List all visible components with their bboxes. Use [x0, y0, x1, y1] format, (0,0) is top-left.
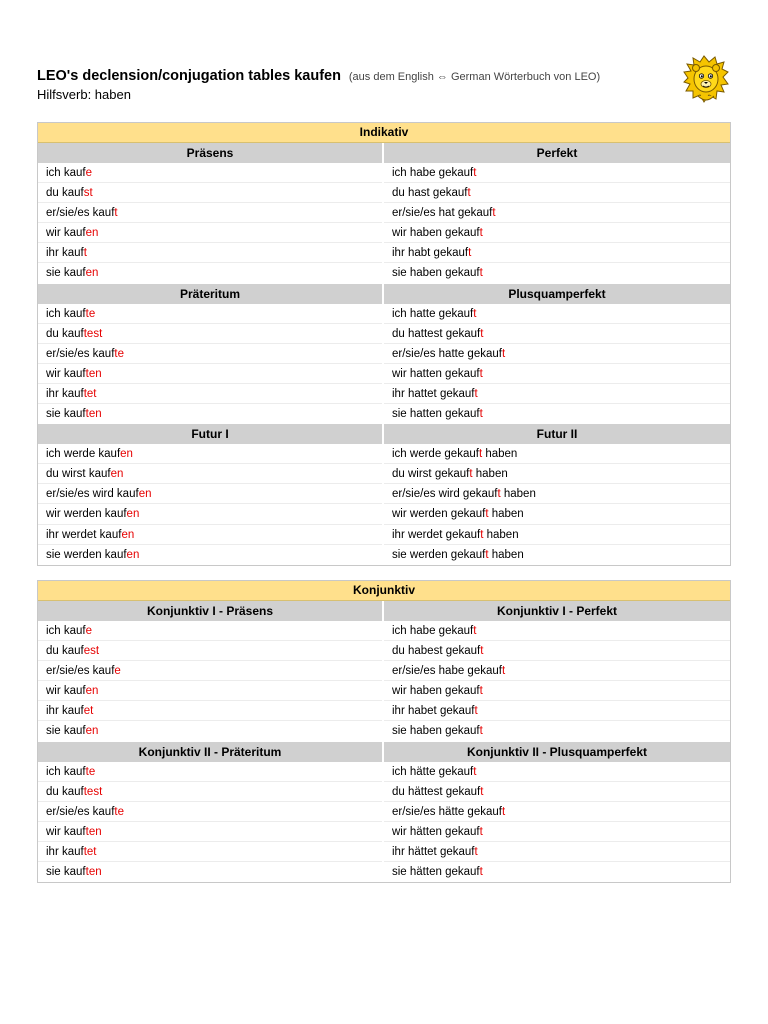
conjugation-row	[384, 822, 730, 842]
form-ending: te	[114, 347, 124, 360]
form-ending: t	[501, 805, 506, 818]
page-subtitle: (aus dem English ⇔ German Wörterbuch von LEO)	[348, 71, 601, 83]
form-stem: du habest gekauf	[392, 645, 481, 658]
conjugation-row	[384, 802, 730, 822]
form-stem: wir haben gekauf	[392, 685, 480, 698]
form-ending: t	[83, 247, 87, 260]
conjugation-row	[384, 344, 730, 364]
conjugation-row	[38, 183, 382, 203]
tense-heading: Konjunktiv I - Perfekt	[384, 601, 730, 621]
form-ending: e	[85, 625, 93, 637]
tense-column	[384, 284, 730, 425]
form-stem: wir hätten gekauf	[392, 825, 480, 838]
form-ending: t	[473, 765, 477, 778]
form-ending: t	[114, 207, 118, 220]
form-stem: sie hatten gekauf	[392, 408, 480, 421]
form-ending: t	[474, 845, 478, 858]
form-ending: ten	[85, 408, 102, 421]
form-stem: ich kauf	[46, 167, 86, 179]
form-stem: er/sie/es kauf	[46, 347, 115, 360]
form-stem: er/sie/es hätte gekauf	[392, 805, 502, 818]
form-stem: er/sie/es kauf	[46, 665, 115, 678]
tense-pair	[38, 424, 730, 565]
tense-column	[38, 284, 384, 425]
tense-column	[384, 424, 730, 565]
form-stem: wir werden kauf	[46, 508, 127, 521]
form-ending: t	[467, 187, 471, 200]
conjugation-row	[384, 384, 730, 404]
conjugation-row	[38, 721, 382, 741]
tense-heading: Futur I	[38, 424, 382, 444]
form-ending: en	[121, 528, 135, 541]
tense-pair	[38, 742, 730, 883]
form-stem: ihr kauf	[46, 387, 84, 400]
section-title: Indikativ	[38, 123, 730, 143]
form-ending: tet	[83, 845, 97, 858]
conjugation-row	[384, 243, 730, 263]
conjugation-row	[384, 762, 730, 782]
form-ending: t	[479, 685, 483, 698]
form-ending: t	[473, 625, 477, 637]
form-ending: te	[114, 805, 124, 818]
form-ending: t	[492, 207, 496, 220]
conjugation-row	[384, 525, 730, 545]
form-stem: ich habe gekauf	[392, 167, 474, 179]
form-stem: ich werde kauf	[46, 448, 121, 461]
form-ending: t	[479, 825, 483, 838]
form-ending: t	[480, 645, 484, 658]
tense-column	[38, 424, 384, 565]
conjugation-row	[384, 183, 730, 203]
form-ending: t	[501, 347, 506, 360]
conjugation-row	[38, 484, 382, 504]
conjugation-row	[38, 681, 382, 701]
form-stem: sie werden kauf	[46, 548, 127, 561]
form-stem: wir kauf	[46, 367, 86, 380]
form-stem: ich werde gekauf	[392, 448, 479, 461]
tense-heading: Perfekt	[384, 143, 730, 163]
form-ending: t	[485, 548, 489, 561]
conjugation-row	[38, 364, 382, 384]
form-ending: e	[85, 167, 93, 179]
conjugation-row	[38, 802, 382, 822]
form-ending: t	[479, 367, 483, 380]
conjugation-row	[38, 701, 382, 721]
form-stem: ich kauf	[46, 765, 86, 778]
form-stem: ihr werdet kauf	[46, 528, 122, 541]
form-stem: ich kauf	[46, 307, 86, 320]
form-ending: t	[473, 167, 477, 179]
form-stem: du wirst gekauf	[392, 468, 470, 481]
tense-column	[38, 601, 384, 742]
conjugation-row	[38, 464, 382, 484]
form-stem: wir kauf	[46, 227, 86, 240]
form-ending: tet	[83, 387, 97, 400]
page-title: LEO's declension/conjugation tables kaufen	[37, 68, 341, 84]
form-ending: st	[83, 187, 93, 200]
form-stem: sie kauf	[46, 267, 86, 280]
form-stem: du hast gekauf	[392, 187, 468, 200]
auxiliary-verb: Hilfsverb: haben	[37, 87, 131, 102]
form-ending: en	[85, 227, 99, 240]
form-stem: du kauf	[46, 645, 84, 658]
form-stem: sie kauf	[46, 408, 86, 421]
conjugation-row	[38, 762, 382, 782]
conjugation-row	[38, 661, 382, 681]
tense-heading: Konjunktiv II - Plusquamperfekt	[384, 742, 730, 762]
form-ending: et	[83, 705, 94, 718]
form-stem: du hattest gekauf	[392, 327, 481, 340]
tense-heading: Konjunktiv I - Präsens	[38, 601, 382, 621]
tense-heading: Futur II	[384, 424, 730, 444]
tense-column	[38, 143, 384, 284]
form-ending: test	[83, 785, 103, 798]
tense-column	[384, 601, 730, 742]
conjugation-row	[384, 545, 730, 565]
form-ending: ten	[85, 825, 102, 838]
form-ending: te	[85, 765, 96, 778]
form-stem: du kauf	[46, 327, 84, 340]
form-suffix: haben	[500, 488, 536, 501]
form-stem: du hättest gekauf	[392, 785, 481, 798]
form-stem: ihr kauf	[46, 705, 84, 718]
form-ending: t	[474, 387, 478, 400]
conjugation-row	[38, 842, 382, 862]
conjugation-row	[384, 203, 730, 223]
title-line	[37, 66, 677, 86]
conjugation-row	[38, 344, 382, 364]
form-ending: t	[480, 327, 484, 340]
form-ending: en	[85, 267, 99, 280]
conjugation-row	[38, 641, 382, 661]
form-stem: sie kauf	[46, 866, 86, 879]
conjugation-row	[38, 822, 382, 842]
leo-lion-icon	[682, 54, 730, 106]
conjugation-row	[38, 862, 382, 882]
tense-heading: Präteritum	[38, 284, 382, 304]
form-suffix: haben	[482, 448, 518, 461]
page-header	[37, 66, 677, 103]
form-ending: en	[126, 508, 140, 521]
form-ending: en	[110, 468, 124, 481]
conjugation-row	[384, 782, 730, 802]
conjugation-row	[384, 464, 730, 484]
form-stem: wir hatten gekauf	[392, 367, 480, 380]
form-ending: t	[473, 307, 477, 320]
section-title: Konjunktiv	[38, 581, 730, 601]
form-stem: er/sie/es kauf	[46, 805, 115, 818]
conjugation-row	[38, 545, 382, 565]
form-stem: er/sie/es hatte gekauf	[392, 347, 502, 360]
form-ending: t	[478, 448, 483, 461]
form-stem: sie haben gekauf	[392, 267, 480, 280]
form-ending: te	[85, 307, 96, 320]
conjugation-row	[38, 525, 382, 545]
form-stem: sie werden gekauf	[392, 548, 486, 561]
form-ending: en	[85, 685, 99, 698]
form-stem: er/sie/es habe gekauf	[392, 665, 502, 678]
indikativ-section	[37, 122, 731, 566]
form-suffix: haben	[488, 548, 524, 561]
form-suffix: haben	[488, 508, 524, 521]
conjugation-row	[384, 223, 730, 243]
conjugation-row	[384, 641, 730, 661]
form-ending: test	[83, 327, 103, 340]
conjugation-row	[384, 364, 730, 384]
conjugation-row	[38, 504, 382, 524]
conjugation-row	[384, 661, 730, 681]
conjugation-row	[384, 862, 730, 882]
conjugation-row	[384, 721, 730, 741]
form-stem: wir werden gekauf	[392, 508, 486, 521]
form-ending: t	[468, 247, 472, 260]
form-stem: ihr hattet gekauf	[392, 387, 475, 400]
form-stem: er/sie/es wird kauf	[46, 488, 139, 501]
form-stem: sie haben gekauf	[392, 725, 480, 738]
conjugation-row	[384, 163, 730, 183]
form-ending: t	[497, 488, 501, 501]
form-stem: ich habe gekauf	[392, 625, 474, 637]
conjugation-row	[38, 203, 382, 223]
conjugation-row	[38, 621, 382, 641]
conjugation-row	[384, 444, 730, 464]
form-ending: ten	[85, 866, 102, 879]
conjugation-row	[38, 223, 382, 243]
form-stem: er/sie/es wird gekauf	[392, 488, 498, 501]
conjugation-row	[384, 621, 730, 641]
form-ending: ten	[85, 367, 102, 380]
conjugation-row	[384, 404, 730, 424]
form-stem: ihr habet gekauf	[392, 705, 475, 718]
form-stem: sie hätten gekauf	[392, 866, 480, 879]
form-stem: ihr hättet gekauf	[392, 845, 475, 858]
conjugation-row	[384, 842, 730, 862]
form-stem: sie kauf	[46, 725, 86, 738]
conjugation-row	[38, 444, 382, 464]
conjugation-row	[38, 263, 382, 283]
form-ending: est	[83, 645, 100, 658]
konjunktiv-section	[37, 580, 731, 883]
conjugation-row	[384, 263, 730, 283]
form-stem: ihr werdet gekauf	[392, 528, 481, 541]
form-suffix: haben	[483, 528, 519, 541]
form-ending: t	[501, 665, 506, 678]
form-stem: er/sie/es kauf	[46, 207, 115, 220]
tense-column	[384, 143, 730, 284]
form-ending: t	[479, 227, 483, 240]
form-ending: t	[479, 866, 483, 879]
form-stem: ihr kauf	[46, 845, 84, 858]
tense-column	[38, 742, 384, 883]
conjugation-row	[38, 404, 382, 424]
form-stem: wir kauf	[46, 685, 86, 698]
form-ending: t	[485, 508, 489, 521]
form-ending: e	[114, 665, 121, 678]
form-ending: t	[474, 705, 478, 718]
conjugation-row	[38, 384, 382, 404]
form-ending: t	[480, 528, 484, 541]
conjugation-row	[384, 484, 730, 504]
tense-heading: Konjunktiv II - Präteritum	[38, 742, 382, 762]
form-ending: t	[469, 468, 473, 481]
conjugation-row	[38, 243, 382, 263]
conjugation-row	[384, 681, 730, 701]
form-stem: wir haben gekauf	[392, 227, 480, 240]
form-ending: t	[480, 785, 484, 798]
tense-pair	[38, 284, 730, 425]
form-ending: t	[479, 267, 483, 280]
conjugation-row	[38, 304, 382, 324]
form-stem: er/sie/es hat gekauf	[392, 207, 493, 220]
form-stem: ihr kauf	[46, 247, 84, 260]
form-stem: du kauf	[46, 187, 84, 200]
tense-column	[384, 742, 730, 883]
form-ending: en	[120, 448, 133, 461]
form-stem: du kauf	[46, 785, 84, 798]
conjugation-row	[384, 701, 730, 721]
conjugation-row	[384, 304, 730, 324]
conjugation-row	[38, 782, 382, 802]
form-ending: en	[126, 548, 140, 561]
form-ending: t	[479, 725, 483, 738]
form-stem: du wirst kauf	[46, 468, 111, 481]
tense-heading: Präsens	[38, 143, 382, 163]
form-ending: en	[85, 725, 99, 738]
form-stem: ich hatte gekauf	[392, 307, 474, 320]
form-stem: ich hätte gekauf	[392, 765, 474, 778]
tense-pair	[38, 601, 730, 742]
form-ending: t	[479, 408, 483, 421]
form-stem: wir kauf	[46, 825, 86, 838]
tense-heading: Plusquamperfekt	[384, 284, 730, 304]
form-ending: en	[138, 488, 152, 501]
tense-pair	[38, 143, 730, 284]
conjugation-row	[384, 324, 730, 344]
form-stem: ihr habt gekauf	[392, 247, 469, 260]
conjugation-row	[384, 504, 730, 524]
conjugation-row	[38, 163, 382, 183]
form-stem: ich kauf	[46, 625, 86, 637]
form-suffix: haben	[472, 468, 508, 481]
conjugation-row	[38, 324, 382, 344]
